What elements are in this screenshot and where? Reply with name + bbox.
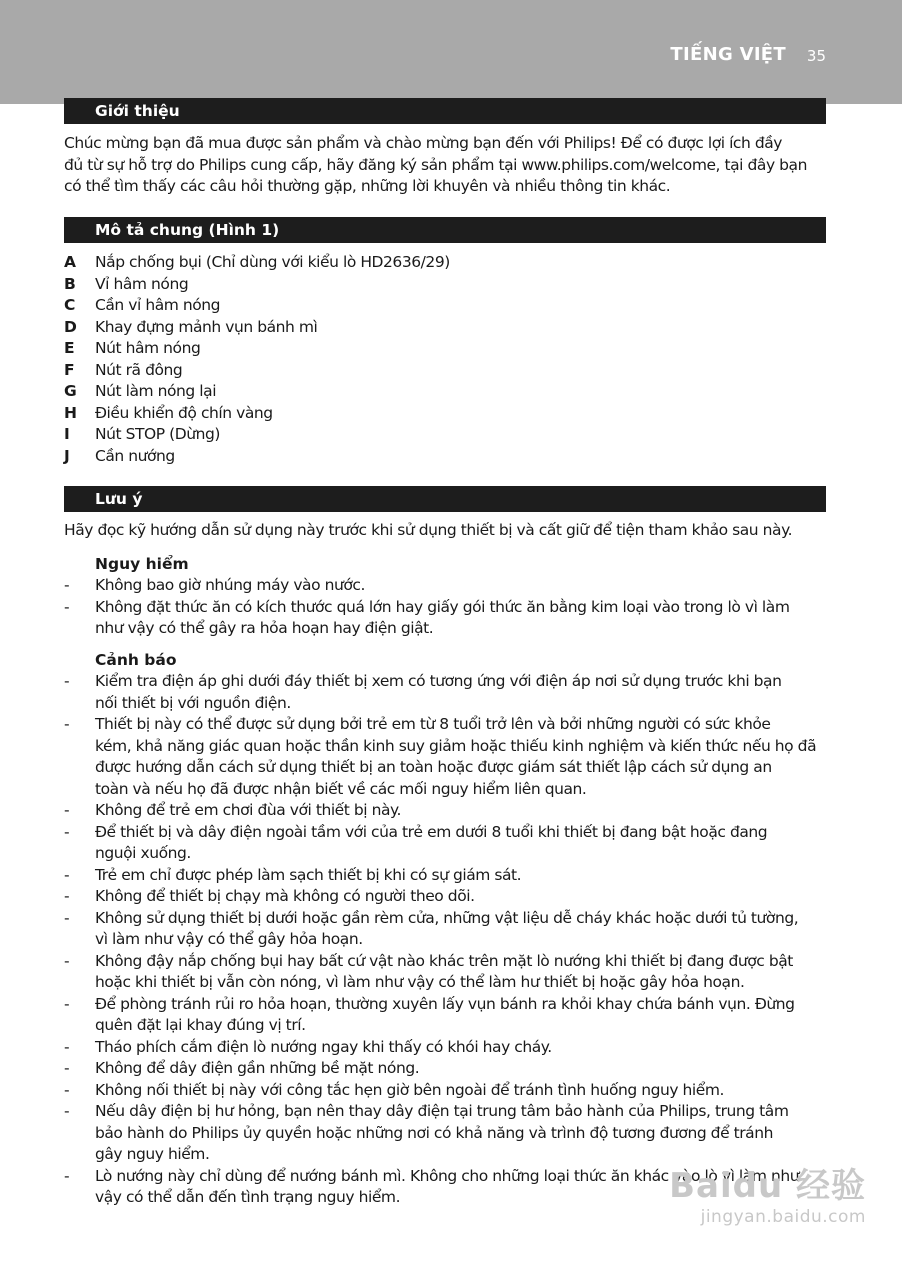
- baidu-watermark: [656, 1166, 866, 1246]
- warning-item-line: toàn và nếu họ đã được nhận biết về các mối nguy hiểm liên quan.: [95, 779, 587, 798]
- part-letter: B: [64, 274, 76, 293]
- warning-item: [64, 1037, 834, 1059]
- intro-line: đủ từ sự hỗ trợ do Philips cung cấp, hãy đăng ký sản phẩm tại www.philips.com/welcome, tại đây bạn: [64, 155, 807, 174]
- bullet-dash: -: [64, 672, 70, 690]
- warning-item-line: Trẻ em chỉ được phép làm sạch thiết bị khi có sự giám sát.: [95, 865, 522, 884]
- warning-item-line: Thiết bị này có thể được sử dụng bởi trẻ em từ 8 tuổi trở lên và bởi những người có sức khỏe: [95, 715, 771, 733]
- warning-heading: Cảnh báo: [95, 651, 177, 669]
- warning-item: [64, 908, 834, 951]
- warning-item: [64, 994, 834, 1037]
- danger-item-line: Không bao giờ nhúng máy vào nước.: [95, 576, 365, 594]
- header-language: TIẾNG VIỆT: [670, 44, 786, 65]
- bullet-dash: -: [64, 865, 70, 884]
- warning-item-line: nối thiết bị với nguồn điện.: [95, 693, 291, 712]
- warning-item-line: Không để trẻ em chơi đùa với thiết bị này.: [95, 801, 402, 819]
- warning-item-line: Tháo phích cắm điện lò nướng ngay khi thấy có khói hay cháy.: [95, 1037, 552, 1056]
- part-letter: C: [64, 296, 75, 314]
- part-letter: D: [64, 317, 77, 336]
- part-label: Cần vỉ hâm nóng: [95, 296, 221, 314]
- parts-list-item: [64, 274, 834, 296]
- part-letter: H: [64, 403, 77, 422]
- bullet-dash: -: [64, 1037, 70, 1056]
- warning-item: [64, 671, 834, 714]
- watermark-logo: Baidu 经验: [669, 1166, 866, 1206]
- bullet-dash: -: [64, 887, 70, 905]
- bullet-dash: -: [64, 715, 70, 733]
- part-letter: F: [64, 360, 75, 379]
- danger-item: [64, 575, 834, 597]
- notice-intro: [64, 520, 834, 542]
- section-title-intro: Giới thiệu: [64, 98, 826, 124]
- warning-item: [64, 1101, 834, 1166]
- notice-intro-line: Hãy đọc kỹ hướng dẫn sử dụng này trước khi sử dụng thiết bị và cất giữ để tiện tham khảo sau này.: [64, 521, 793, 539]
- bullet-dash: -: [64, 1059, 70, 1077]
- warning-item: [64, 822, 834, 865]
- part-label: Khay đựng mảnh vụn bánh mì: [95, 317, 318, 336]
- parts-list-item: [64, 381, 834, 403]
- part-letter: G: [64, 382, 77, 400]
- part-label: Điều khiển độ chín vàng: [95, 403, 273, 422]
- part-letter: I: [64, 425, 70, 443]
- warning-item-line: Không đậy nắp chống bụi hay bất cứ vật nào khác trên mặt lò nướng khi thiết bị đang được bật: [95, 951, 793, 970]
- part-letter: A: [64, 253, 76, 271]
- part-letter: J: [64, 446, 70, 465]
- part-label: Cần nướng: [95, 446, 175, 465]
- part-label: Vỉ hâm nóng: [95, 274, 189, 293]
- parts-list-item: [64, 446, 834, 468]
- bullet-dash: -: [64, 822, 70, 841]
- danger-item-line: Không đặt thức ăn có kích thước quá lớn hay giấy gói thức ăn bằng kim loại vào trong lò vì làm: [95, 597, 790, 616]
- bullet-dash: -: [64, 801, 70, 819]
- warning-item-line: hoặc khi thiết bị vẫn còn nóng, vì làm như vậy có thể làm hư thiết bị hoặc gây hỏa hoạn.: [95, 973, 745, 991]
- parts-list-item: [64, 360, 834, 382]
- warning-item: [64, 800, 834, 822]
- parts-list-item: [64, 424, 834, 446]
- bullet-dash: -: [64, 1102, 70, 1120]
- intro-paragraph: [64, 133, 834, 198]
- parts-list-item: [64, 403, 834, 425]
- warning-item-line: vì làm như vậy có thể gây hỏa hoạn.: [95, 930, 363, 948]
- warning-item-line: Để phòng tránh rủi ro hỏa hoạn, thường xuyên lấy vụn bánh ra khỏi khay chứa bánh vụn. Đừng: [95, 994, 795, 1013]
- part-label: Nút làm nóng lại: [95, 382, 217, 400]
- part-letter: E: [64, 339, 75, 357]
- danger-item: [64, 597, 834, 640]
- part-label: Nút rã đông: [95, 360, 183, 379]
- part-label: Nút STOP (Dừng): [95, 425, 220, 443]
- intro-line: Chúc mừng bạn đã mua được sản phẩm và chào mừng bạn đến với Philips! Để có được lợi ích đầy: [64, 134, 783, 152]
- bullet-dash: -: [64, 597, 70, 616]
- danger-item-line: như vậy có thể gây ra hỏa hoạn hay điện giật.: [95, 619, 434, 637]
- warning-item: [64, 951, 834, 994]
- part-label: Nút hâm nóng: [95, 339, 201, 357]
- parts-list-item: [64, 295, 834, 317]
- warning-item-line: quên đặt lại khay đúng vị trí.: [95, 1016, 306, 1034]
- warning-item-line: Lò nướng này chỉ dùng để nướng bánh mì. Không cho những loại thức ăn khác vào lò vì làm như: [95, 1166, 800, 1185]
- warning-item-line: gây nguy hiểm.: [95, 1145, 210, 1163]
- warning-item-line: bảo hành do Philips ủy quyền hoặc những nơi có khả năng và trình độ tương đương để tránh: [95, 1123, 773, 1142]
- parts-list: [64, 252, 834, 467]
- part-label: Nắp chống bụi (Chỉ dùng với kiểu lò HD2636/29): [95, 253, 450, 271]
- bullet-dash: -: [64, 994, 70, 1013]
- warning-item-line: Kiểm tra điện áp ghi dưới đáy thiết bị xem có tương ứng với điện áp nơi sử dụng trước khi bạn: [95, 672, 782, 690]
- parts-list-item: [64, 317, 834, 339]
- page-number: 35: [806, 47, 826, 65]
- parts-list-item: [64, 252, 834, 274]
- warning-list: [64, 671, 834, 1209]
- parts-list-item: [64, 338, 834, 360]
- bullet-dash: -: [64, 1166, 70, 1185]
- warning-item-line: Nếu dây điện bị hư hỏng, bạn nên thay dây điện tại trung tâm bảo hành của Philips, trung tâm: [95, 1102, 789, 1120]
- warning-item: [64, 865, 834, 887]
- warning-item-line: nguội xuống.: [95, 844, 191, 862]
- warning-item-line: được hướng dẫn cách sử dụng thiết bị an toàn hoặc được giám sát thiết lập cách sử dụng an: [95, 758, 772, 776]
- warning-item-line: Không để dây điện gần những bề mặt nóng.: [95, 1059, 420, 1077]
- section-title-description: Mô tả chung (Hình 1): [64, 217, 826, 243]
- bullet-dash: -: [64, 908, 70, 927]
- danger-heading: Nguy hiểm: [95, 555, 189, 573]
- warning-item-line: vậy có thể dẫn đến tình trạng nguy hiểm.: [95, 1188, 401, 1206]
- intro-line: có thể tìm thấy các câu hỏi thường gặp, những lời khuyên và nhiều thông tin khác.: [64, 177, 671, 195]
- warning-item: [64, 1058, 834, 1080]
- warning-item-line: Không sử dụng thiết bị dưới hoặc gần rèm cửa, những vật liệu dễ cháy khác hoặc dưới tủ tường,: [95, 908, 799, 927]
- bullet-dash: -: [64, 1080, 70, 1099]
- bullet-dash: -: [64, 951, 70, 970]
- section-title-notice: Lưu ý: [64, 486, 826, 512]
- warning-item-line: kém, khả năng giác quan hoặc thần kinh suy giảm hoặc thiếu kinh nghiệm và kiến thức nếu họ đã: [95, 736, 817, 755]
- warning-item: [64, 714, 834, 800]
- bullet-dash: -: [64, 576, 70, 594]
- watermark-url: jingyan.baidu.com: [700, 1207, 866, 1227]
- danger-list: [64, 575, 834, 640]
- warning-item-line: Để thiết bị và dây điện ngoài tầm với của trẻ em dưới 8 tuổi khi thiết bị đang bật hoặc đang: [95, 822, 768, 841]
- warning-item-line: Không nối thiết bị này với công tắc hẹn giờ bên ngoài để tránh tình huống nguy hiểm.: [95, 1080, 725, 1099]
- warning-item: [64, 886, 834, 908]
- warning-item-line: Không để thiết bị chạy mà không có người theo dõi.: [95, 887, 475, 905]
- warning-item: [64, 1080, 834, 1102]
